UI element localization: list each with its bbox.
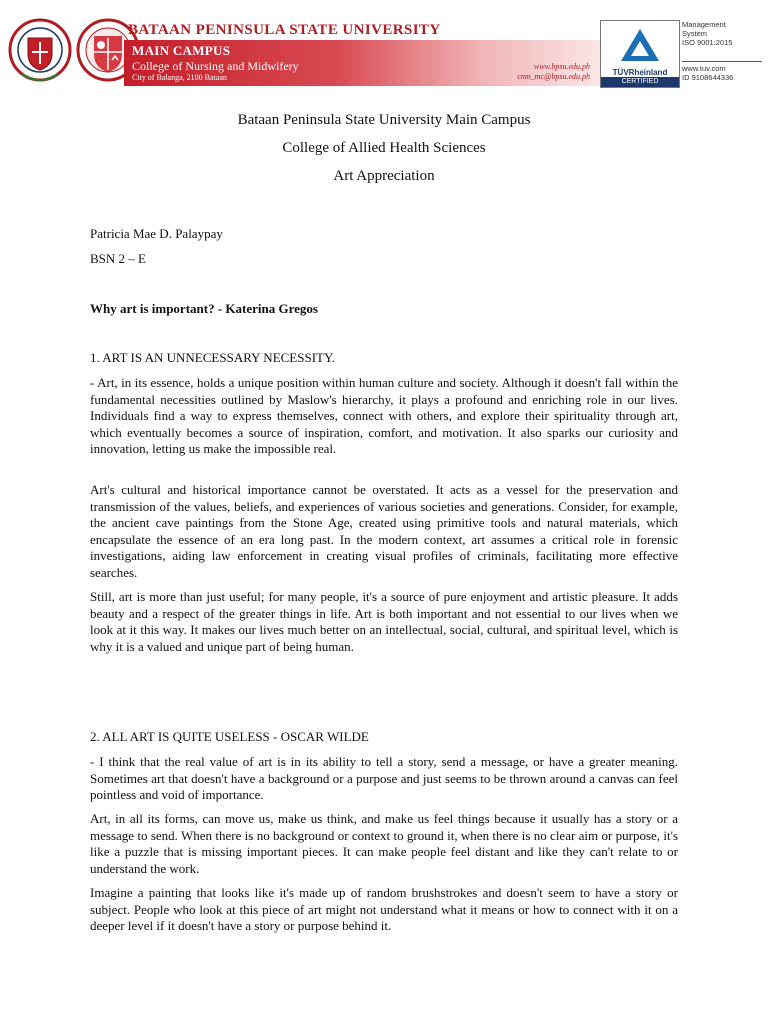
section-2-heading: 2. ALL ART IS QUITE USELESS - OSCAR WILDE: [90, 729, 369, 744]
section-1-paragraph-3: Still, art is more than just useful; for many people, it's a source of pure enjoyment and artistic pleasure. It adds beauty and a respect of the greater things in life. Art is both important and not essential to our lives when we look at it this way. It makes our lives much better on an intellectual, social, cultural, and spiritual level, which is why it is a valued and unique part of being human.: [90, 589, 678, 654]
section-1-heading: 1. ART IS AN UNNECESSARY NECESSITY.: [90, 350, 335, 365]
management-system-info: [682, 20, 762, 82]
cert-status: CERTIFIED: [601, 77, 679, 87]
tuv-triangle-icon: [601, 23, 679, 67]
author-name: Patricia Mae D. Palaypay: [90, 226, 223, 241]
campus-name: MAIN CAMPUS: [132, 43, 231, 58]
section-1-paragraph-2: Art's cultural and historical importance cannot be overstated. It acts as a vessel for the preservation and transmission of the values, beliefs, and experiences of various societies and generations. Consider, for example, the ancient cave paintings from the Stone Age, created using primitive tools and natural materials, which encapsulate the essence of an era long past. In the modern context, art assumes a critical role in forensic investigations, aiding law enforcement in creating visual profiles of criminals, facilitating more effective searches.: [90, 482, 678, 580]
section-1-paragraph-1: - Art, in its essence, holds a unique position within human culture and society. Although it doesn't fall within the fundamental necessities outlined by Maslow's hierarchy, it plays a profound and enriching role in our lives. Individuals find a way to express themselves, connect with others, and explore their spirituality through art, which eventually becomes a source of inspiration, comfort, and motivation. It also sparks our curiosity and innovation, letting us make the impossible real.: [90, 375, 678, 456]
mgmt-line-3: ISO 9001:2015: [682, 38, 733, 47]
university-name: BATAAN PENINSULA STATE UNIVERSITY: [128, 22, 441, 38]
essay-topic: Why art is important? - Katerina Gregos: [90, 301, 318, 316]
section-2-paragraph-1: - I think that the real value of art is in its ability to tell a story, send a message, or have a greater meaning. Sometimes art that doesn't have a background or a purpose and just seems to be thrown around a canvas can feel pointless and void of importance.: [90, 754, 678, 802]
email-link[interactable]: cnm_mc@bpsu.edu.ph: [517, 72, 590, 81]
title-university: Bataan Peninsula State University Main Campus: [237, 112, 531, 128]
mgmt-line-2: System: [682, 29, 708, 38]
title-college: College of Allied Health Sciences: [282, 140, 486, 156]
cert-body-name: TÜVRheinland: [612, 68, 668, 77]
university-seal-logo: [8, 12, 72, 92]
section-2-paragraph-3: Imagine a painting that looks like it's made up of random brushstrokes and doesn't seem to have a story or subject. People who look at this piece of art might not understand what it means or how to connect with it on a deeper level if it doesn't have a story or purpose behind it.: [90, 885, 678, 933]
title-course: Art Appreciation: [333, 168, 435, 184]
certification-badge: [600, 20, 680, 88]
mgmt-divider: [682, 61, 762, 62]
mgmt-line-1: Management: [682, 20, 726, 29]
section-2-paragraph-2: Art, in all its forms, can move us, make us think, and make us feel things because it usually has a story or a message to send. When there is no background or context to ground it, when there is no clear aim or purpose, it's like a puzzle that is missing important pieces. It can make people feel distant and like they can't relate to or understand the work.: [90, 811, 678, 876]
cert-id: ID 9108644336: [682, 73, 734, 82]
author-section: BSN 2 – E: [90, 251, 146, 266]
header-banner: [124, 40, 600, 86]
cert-site: www.tuv.com: [682, 64, 726, 73]
website-link[interactable]: www.bpsu.edu.ph: [533, 62, 590, 71]
campus-address: City of Balanga, 2100 Bataan: [132, 73, 227, 82]
college-name: College of Nursing and Midwifery: [132, 59, 299, 73]
contact-info: [517, 62, 590, 82]
